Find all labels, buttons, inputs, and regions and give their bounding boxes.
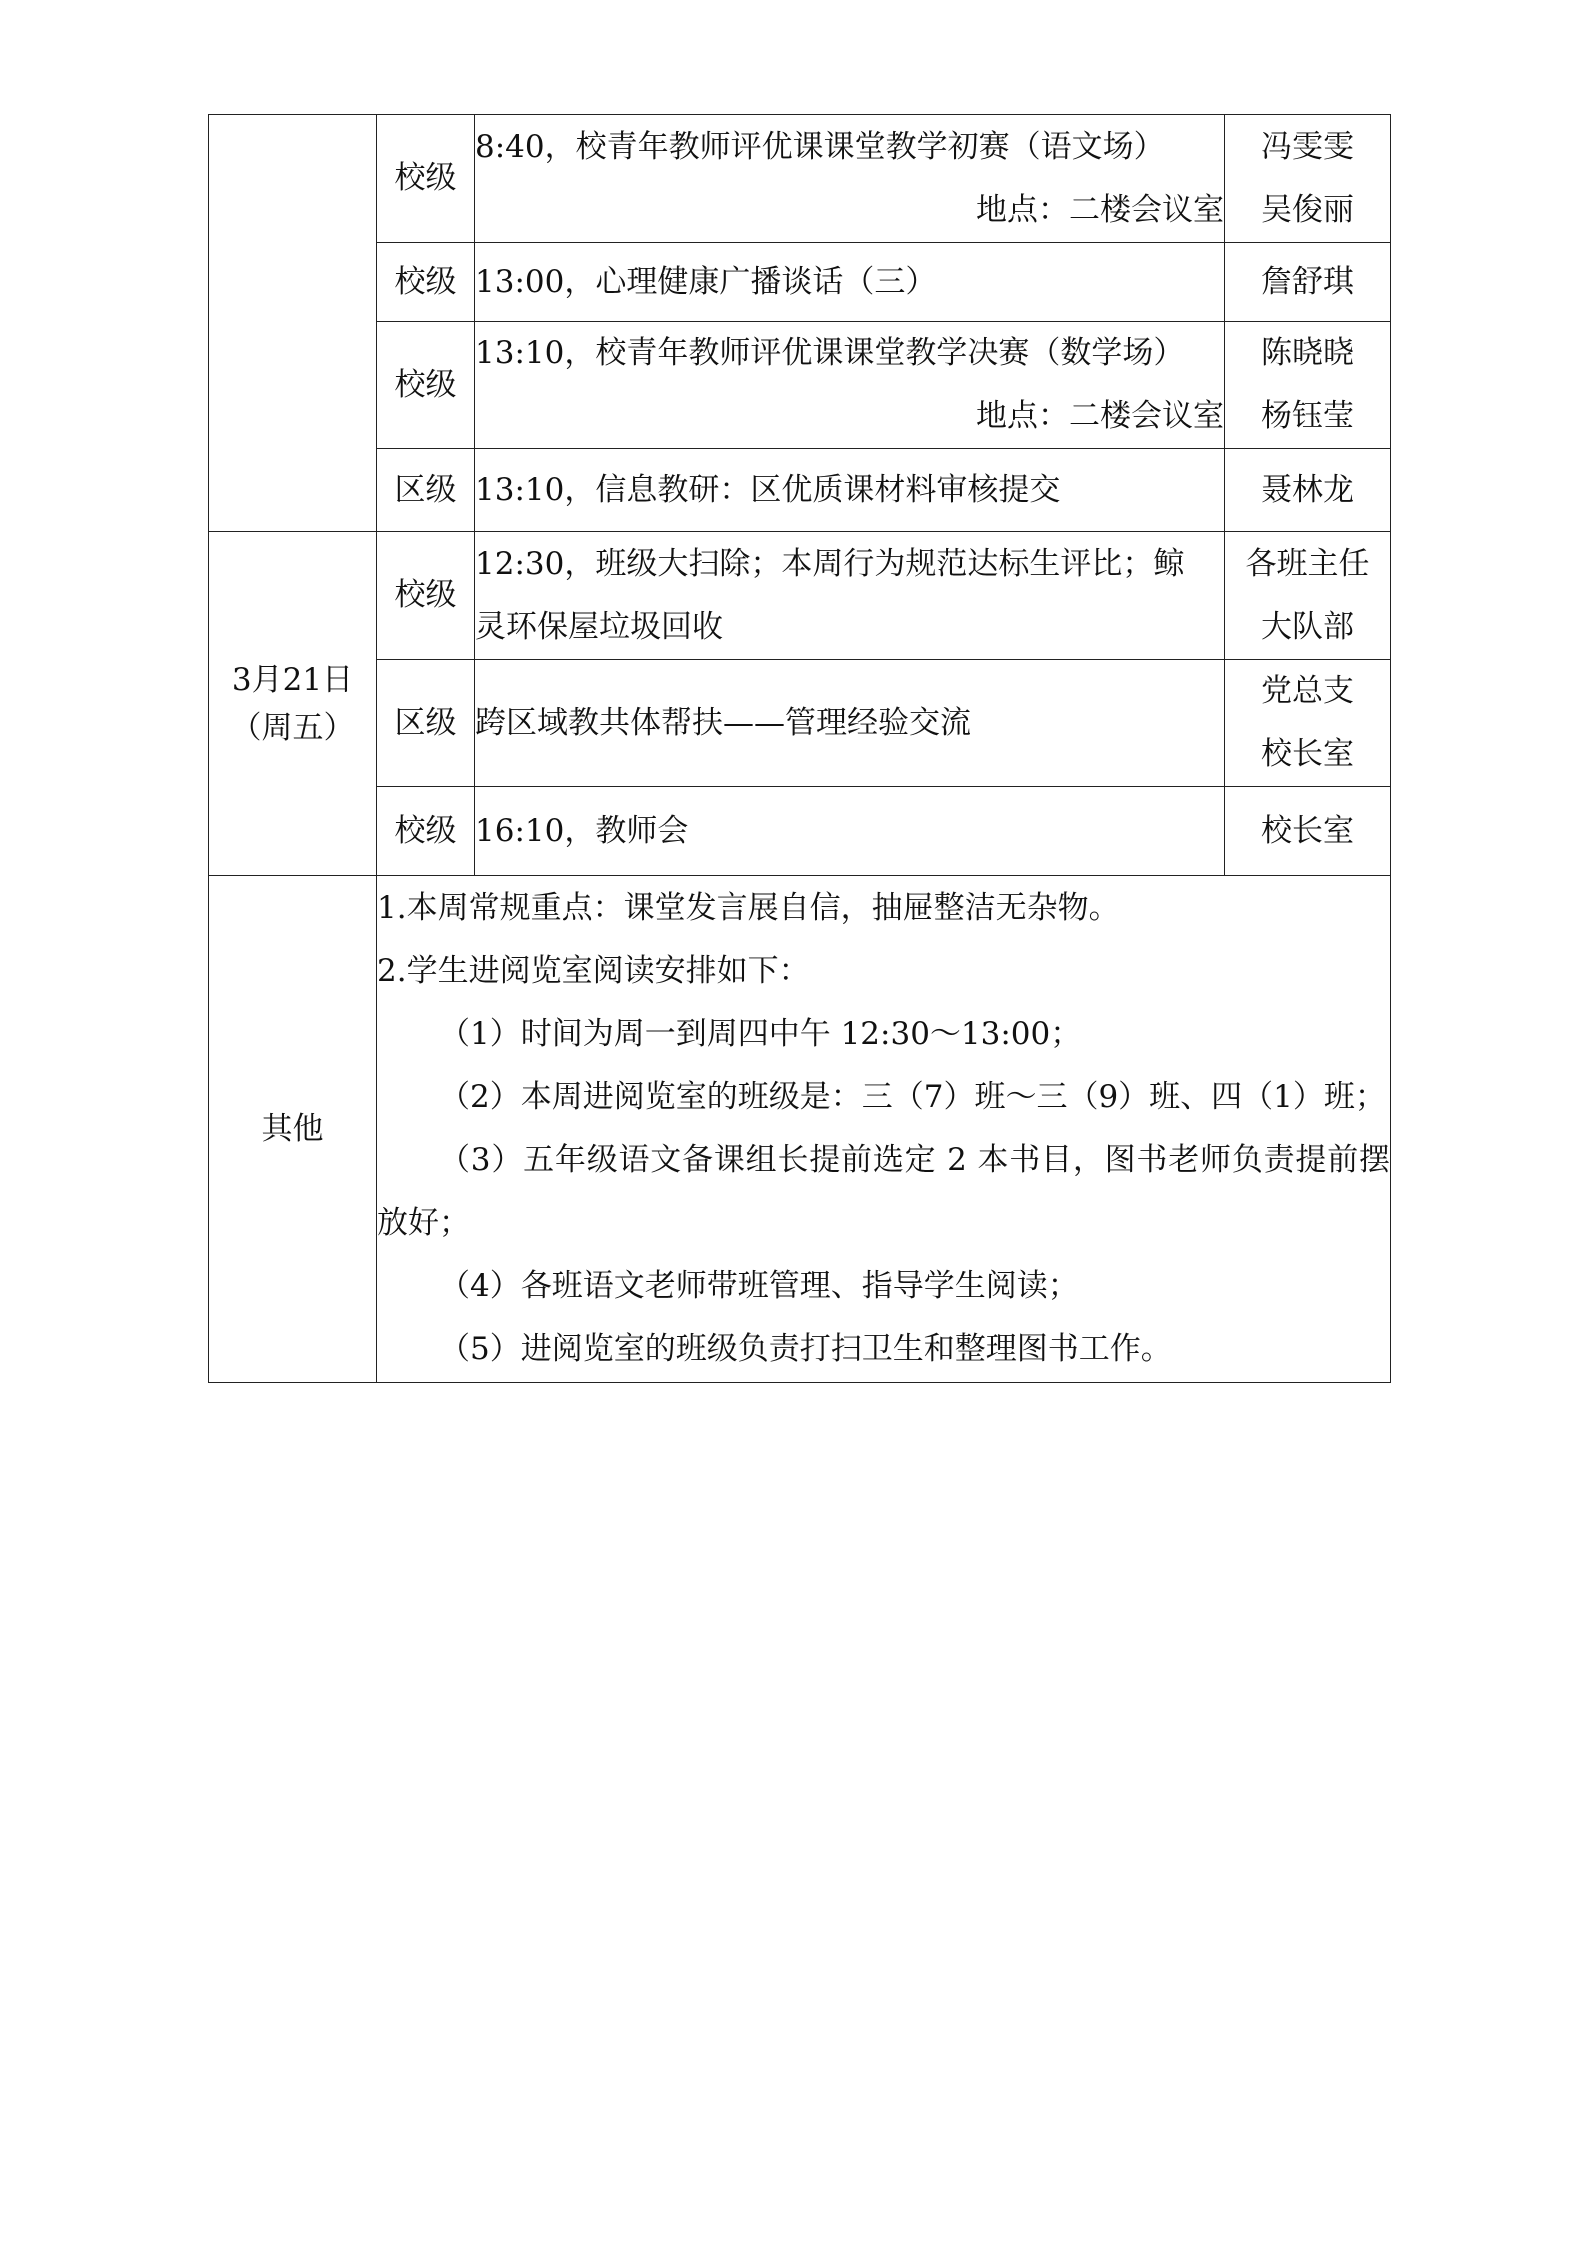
event-line: 16:10，教师会 [475,812,689,849]
event-line: 13:10，校青年教师评优课课堂教学决赛（数学场） [475,335,1185,371]
event-cell [475,787,1225,876]
note-line: 1.本周常规重点：课堂发言展自信，抽屉整洁无杂物。 [377,890,1120,926]
date-cell-friday [209,532,377,876]
person-name: 校长室 [1261,736,1354,772]
person-cell [1225,322,1391,449]
notes-cell [377,876,1391,1383]
event-cell [475,660,1225,787]
event-location: 地点：二楼会议室 [976,191,1224,228]
note-line: 2.学生进阅览室阅读安排如下： [377,953,810,989]
event-cell [475,449,1225,532]
person-cell [1225,243,1391,322]
level-cell: 校级 [377,243,475,322]
person-cell [1225,532,1391,660]
person-cell [1225,660,1391,787]
person-name: 詹舒琪 [1261,263,1354,300]
event-line: 跨区域教共体帮扶——管理经验交流 [475,704,971,741]
note-line: （1）时间为周一到周四中午 12:30～13:00； [439,1016,1082,1052]
person-cell [1225,787,1391,876]
person-name: 各班主任 [1245,545,1370,582]
level-cell: 校级 [377,115,475,243]
level-cell: 校级 [377,532,475,660]
schedule-table [208,114,1391,1383]
person-name: 冯雯雯 [1261,128,1354,165]
level-cell: 区级 [377,660,475,787]
person-name: 党总支 [1261,673,1354,709]
table-row [209,660,1391,787]
person-name: 陈晓晓 [1261,335,1354,371]
note-line: （2）本周进阅览室的班级是：三（7）班～三（9）班、四（1）班； [439,1079,1386,1115]
event-cell [475,115,1225,243]
person-name: 杨钰莹 [1261,398,1354,434]
level-cell: 校级 [377,322,475,449]
weekday-label: （周五） [230,709,355,746]
event-line: 8:40，校青年教师评优课课堂教学初赛（语文场） [475,128,1165,165]
event-cell [475,532,1225,660]
note-line: （4）各班语文老师带班管理、指导学生阅读； [439,1268,1079,1304]
note-line: （3）五年级语文备课组长提前选定 2 本书目，图书老师负责提前摆 [439,1142,1390,1178]
event-cell [475,243,1225,322]
table-row [209,532,1391,660]
table-row [209,787,1391,876]
date-cell-continued [209,115,377,532]
event-cell [475,322,1225,449]
person-name: 大队部 [1261,608,1354,645]
person-cell [1225,449,1391,532]
other-label-cell: 其他 [209,876,377,1383]
note-line: （5）进阅览室的班级负责打扫卫生和整理图书工作。 [439,1331,1172,1367]
event-line: 12:30，班级大扫除；本周行为规范达标生评比；鲸 [475,545,1185,582]
event-line: 灵环保屋垃圾回收 [475,608,723,645]
date-label: 3月21日 [231,661,354,698]
table-row [209,322,1391,449]
table-row [209,449,1391,532]
person-cell [1225,115,1391,243]
level-cell: 区级 [377,449,475,532]
table-row [209,876,1391,1383]
event-line: 13:10，信息教研：区优质课材料审核提交 [475,471,1061,508]
table-row [209,243,1391,322]
event-line: 13:00，心理健康广播谈话（三） [475,263,937,300]
person-name: 聂林龙 [1261,471,1354,508]
person-name: 吴俊丽 [1261,191,1354,228]
note-line: 放好； [377,1205,470,1241]
table-row [209,115,1391,243]
level-cell: 校级 [377,787,475,876]
person-name: 校长室 [1261,812,1354,849]
event-location: 地点：二楼会议室 [976,398,1224,434]
